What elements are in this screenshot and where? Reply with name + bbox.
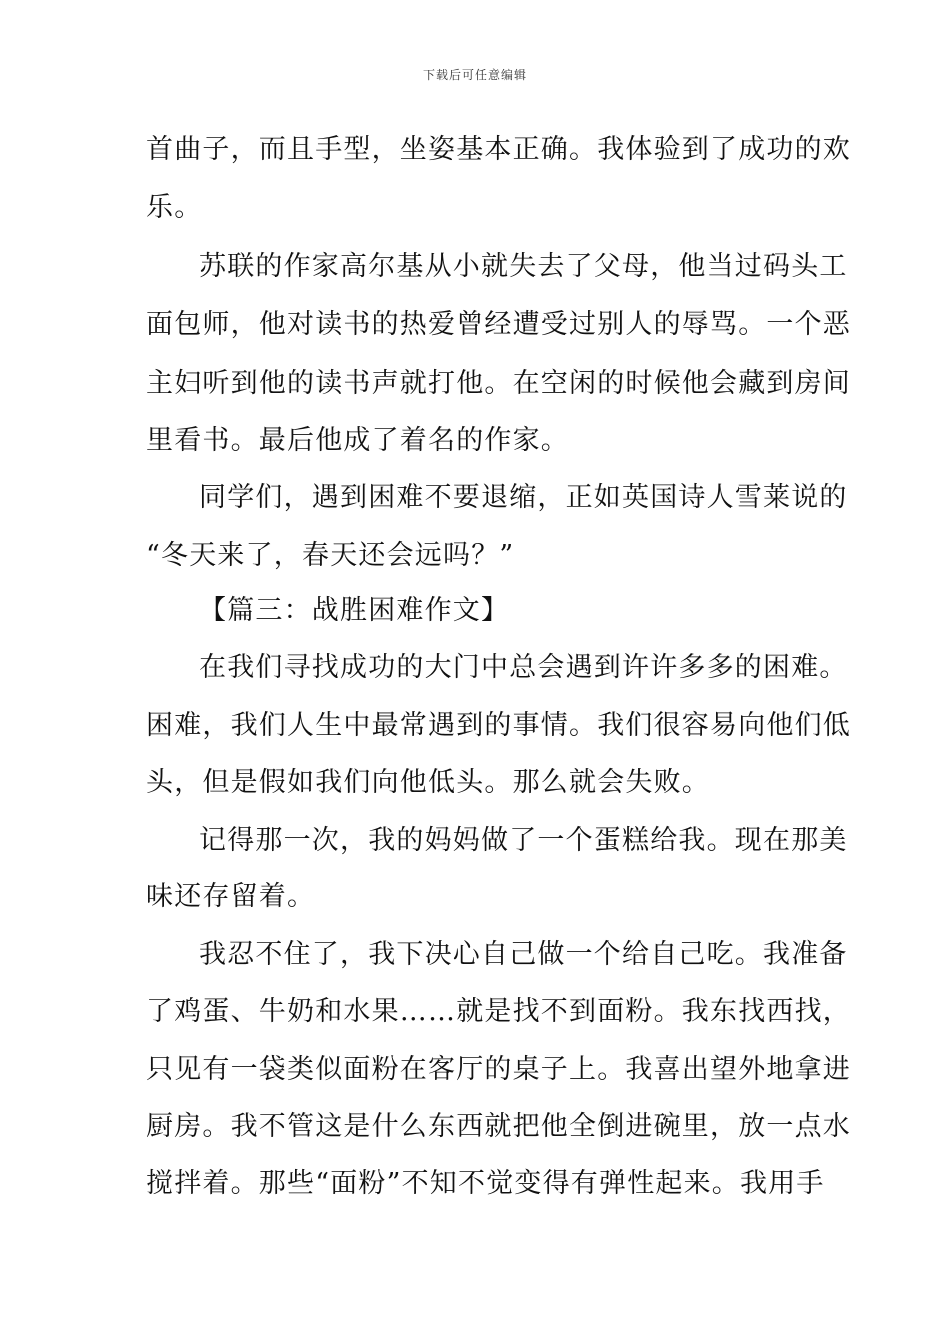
text-line: 面包师，他对读书的热爱曾经遭受过别人的辱骂。一个恶 (146, 309, 851, 340)
text-line: “冬天来了，春天还会远吗？” (146, 540, 515, 571)
text-line: 首曲子，而且手型，坐姿基本正确。我体验到了成功的欢 (146, 134, 851, 165)
paragraph-start: 我忍不住了，我下决心自己做一个给自己吃。我准备 (199, 939, 848, 970)
text-line: 困难，我们人生中最常遇到的事情。我们很容易向他们低 (146, 710, 851, 741)
paragraph-start: 在我们寻找成功的大门中总会遇到许许多多的困难。 (199, 652, 848, 683)
text-line: 主妇听到他的读书声就打他。在空闲的时候他会藏到房间 (146, 368, 851, 399)
text-line: 搅拌着。那些“面粉”不知不觉变得有弹性起来。我用手 (146, 1168, 825, 1199)
text-line: 头，但是假如我们向他低头。那么就会失败。 (146, 767, 710, 798)
text-line: 味还存留着。 (146, 881, 316, 912)
paragraph-start: 记得那一次，我的妈妈做了一个蛋糕给我。现在那美 (199, 825, 848, 856)
header-note: 下载后可任意编辑 (422, 68, 527, 82)
text-line: 里看书。最后他成了着名的作家。 (146, 425, 569, 456)
text-line: 了鸡蛋、牛奶和水果……就是找不到面粉。我东找西找， (146, 996, 851, 1027)
paragraph-start: 苏联的作家高尔基从小就失去了父母，他当过码头工 (199, 251, 848, 282)
text-line: 乐。 (146, 192, 203, 223)
section-heading: 【篇三：战胜困难作文】 (199, 595, 510, 626)
text-line: 厨房。我不管这是什么东西就把他全倒进碗里，放一点水 (146, 1111, 851, 1142)
paragraph-start: 同学们，遇到困难不要退缩，正如英国诗人雪莱说的 (199, 482, 848, 513)
text-line: 只见有一袋类似面粉在客厅的桌子上。我喜出望外地拿进 (146, 1054, 851, 1085)
